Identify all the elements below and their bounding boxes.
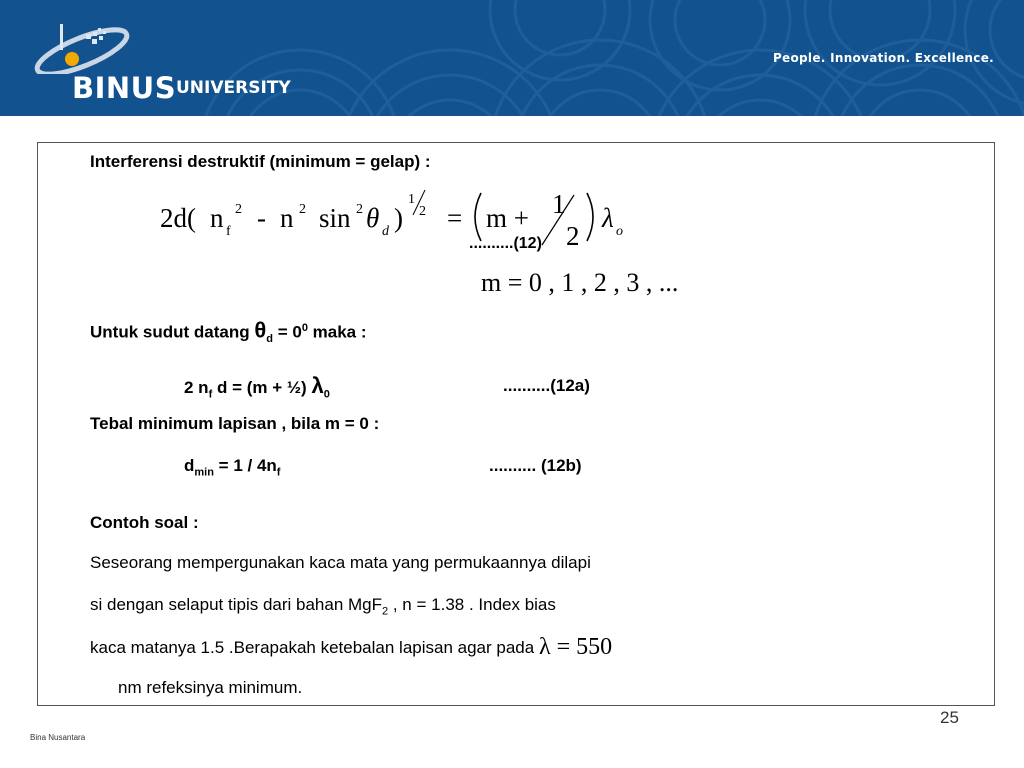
formula-sup-2a: 2 (235, 202, 242, 217)
min-thickness-line: Tebal minimum lapisan , bila m = 0 : (90, 414, 380, 433)
eq12a-left: 2 n (184, 378, 209, 397)
footer-text: Bina Nusantara (30, 733, 86, 742)
eq12b-sub-f: f (276, 466, 281, 479)
formula-half-den: 2 (419, 204, 426, 219)
example-line-2b: , n = 1.38 . Index bias (388, 595, 556, 614)
eq12a-sub0: 0 (323, 388, 330, 401)
example-line-1: Seseorang mempergunakan kaca mata yang permukaannya dilapi (90, 553, 591, 572)
heading-destructive: Interferensi destruktif (minimum = gelap) : (90, 152, 431, 171)
example-line-4: nm refeksinya minimum. (118, 678, 303, 697)
formula-sup-2c: 2 (356, 202, 363, 217)
logo-swoosh-icon (22, 14, 142, 74)
formula-frac-den: 2 (566, 221, 580, 251)
condition-theta: θ (254, 317, 267, 343)
m-values: m = 0 , 1 , 2 , 3 , ... (481, 268, 679, 297)
formula-paren-right (587, 193, 593, 241)
interference-formula (160, 185, 640, 260)
eq12a-mid: d = (m + ½) (212, 378, 312, 397)
formula-nf: n (210, 203, 224, 233)
condition-line (90, 318, 367, 349)
formula-graphic (160, 185, 640, 260)
formula-sup-2b: 2 (299, 202, 306, 217)
page-number: 25 (940, 708, 959, 727)
condition-eq: = 0 (272, 322, 302, 342)
example-line-2 (90, 595, 556, 621)
formula-sub-d: d (382, 224, 389, 239)
formula-minus: - (257, 203, 266, 233)
formula-close: ) (394, 203, 403, 233)
eq12-reference: ..........(12) (469, 235, 542, 252)
example-line-3-text: kaca matanya 1.5 .Berapakah ketebalan lapisan agar pada (90, 638, 539, 657)
condition-sup: 0 (301, 322, 308, 334)
example-line-3 (90, 636, 612, 658)
formula-2d: 2d( (160, 203, 196, 233)
formula-m-plus: m + (486, 203, 529, 233)
formula-sub-f: f (226, 224, 231, 239)
example-title: Contoh soal : (90, 513, 199, 532)
example-line-2a: si dengan selaput tipis dari bahan MgF (90, 595, 383, 614)
formula-theta: θ (366, 203, 380, 233)
eq12a-lambda: λ (311, 373, 324, 398)
eq12a-sub-f: f (208, 388, 213, 401)
formula-n: n (280, 203, 294, 233)
brand-subtitle: UNIVERSITY (176, 78, 291, 98)
condition-prefix: Untuk sudut datang (90, 322, 255, 342)
formula-sub-o: o (616, 224, 623, 239)
formula-equals: = (447, 203, 463, 233)
eq12a (184, 373, 330, 404)
condition-theta-sub: d (266, 333, 273, 346)
formula-lambda: λ (602, 203, 614, 233)
binus-logo (22, 14, 292, 104)
header-banner (0, 0, 1024, 116)
eq12b-sub-min: min (194, 466, 214, 479)
formula-sin: sin (319, 203, 351, 233)
eq12a-reference: ..........(12a) (503, 376, 590, 395)
formula-frac-num: 1 (552, 189, 566, 219)
eq12b-d: d (184, 456, 195, 475)
tagline: People. Innovation. Excellence. (772, 51, 994, 65)
eq12b-mid: = 1 / 4n (213, 456, 277, 475)
condition-suffix: maka : (307, 322, 367, 342)
eq12b-reference: .......... (12b) (489, 456, 582, 475)
brand-name: BINUS (72, 71, 177, 105)
example-lambda-550: λ = 550 (538, 634, 613, 660)
example-line-2-sub: 2 (382, 605, 389, 618)
eq12b (184, 456, 280, 482)
formula-half-num: 1 (408, 192, 415, 207)
